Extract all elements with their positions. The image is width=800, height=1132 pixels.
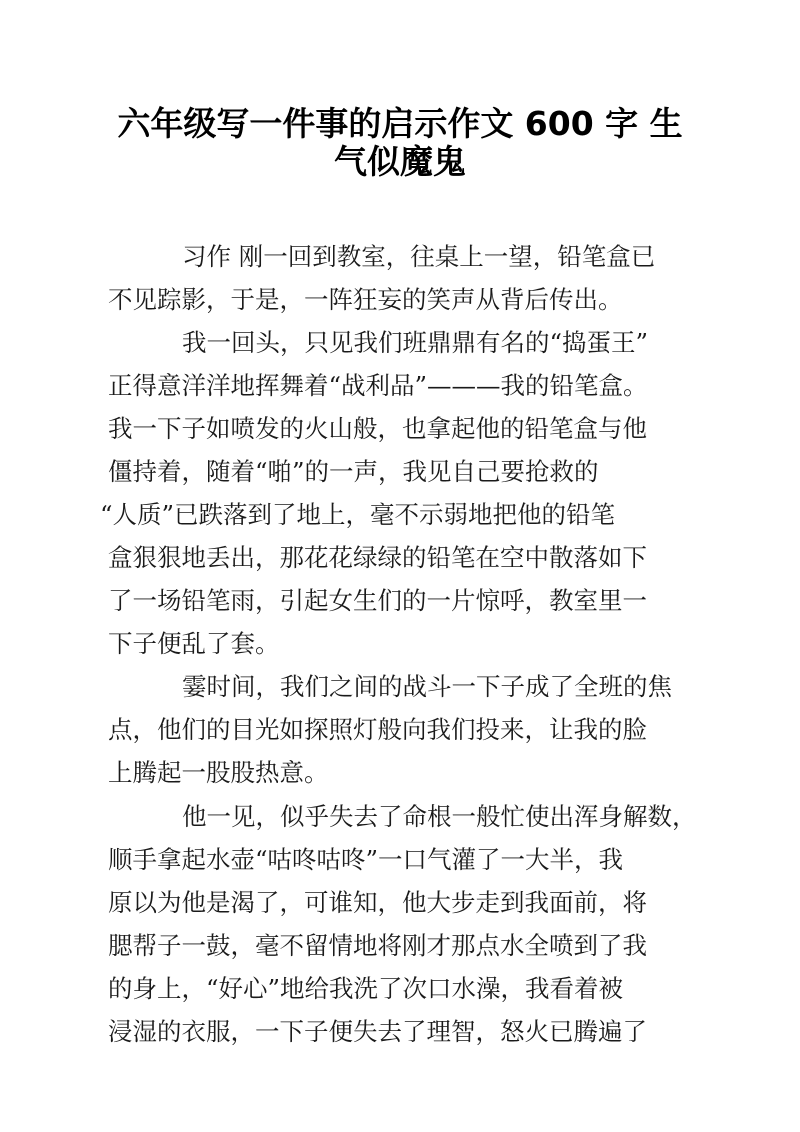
paragraph-2-line-7: 了一场铅笔雨，引起女生们的一片惊呼，教室里一 [108,586,647,615]
paragraph-4-line-1: 他一见，似乎失去了命根一般忙使出浑身解数， [182,802,697,831]
title-line-2: 气似魔鬼 [334,142,466,181]
title-line-1: 六年级写一件事的启示作文 600 字 生 [117,104,683,143]
paragraph-2-line-8: 下子便乱了套。 [108,629,280,658]
paragraph-3-line-2: 点，他们的目光如探照灯般向我们投来，让我的脸 [108,715,647,744]
paragraph-4-line-2: 顺手拿起水壶“咕咚咕咚”一口气灌了一大半，我 [108,845,624,874]
paragraph-2-line-2: 正得意洋洋地挥舞着“战利品”———我的铅笔盒。 [108,371,648,400]
paragraph-2-line-3: 我一下子如喷发的火山般，也拿起他的铅笔盒与他 [108,414,647,443]
paragraph-2-line-6: 盒狠狠地丢出，那花花绿绿的铅笔在空中散落如下 [108,543,647,572]
paragraph-2-line-4: 僵持着，随着“啪”的一声，我见自己要抢救的 [108,457,599,486]
paragraph-4-line-5: 的身上，“好心”地给我洗了次口水澡，我看着被 [108,974,624,1003]
paragraph-4-line-6: 浸湿的衣服，一下子便失去了理智，怒火已腾遍了 [108,1017,647,1046]
paragraph-1-line-2: 不见踪影，于是，一阵狂妄的笑声从背后传出。 [108,285,623,314]
paragraph-2-line-1: 我一回头，只见我们班鼎鼎有名的“捣蛋王” [182,328,649,357]
paragraph-1-line-1: 习作 刚一回到教室，往桌上一望，铅笔盒已 [182,242,656,271]
paragraph-2-line-5: “人质”已跌落到了地上，毫不示弱地把他的铅笔 [100,500,616,529]
paragraph-4-line-4: 腮帮子一鼓，毫不留情地将刚才那点水全喷到了我 [108,931,647,960]
paragraph-4-line-3: 原以为他是渴了，可谁知，他大步走到我面前，将 [108,888,647,917]
paragraph-3-line-1: 霎时间，我们之间的战斗一下子成了全班的焦 [182,672,672,701]
paragraph-3-line-3: 上腾起一股股热意。 [108,758,329,787]
